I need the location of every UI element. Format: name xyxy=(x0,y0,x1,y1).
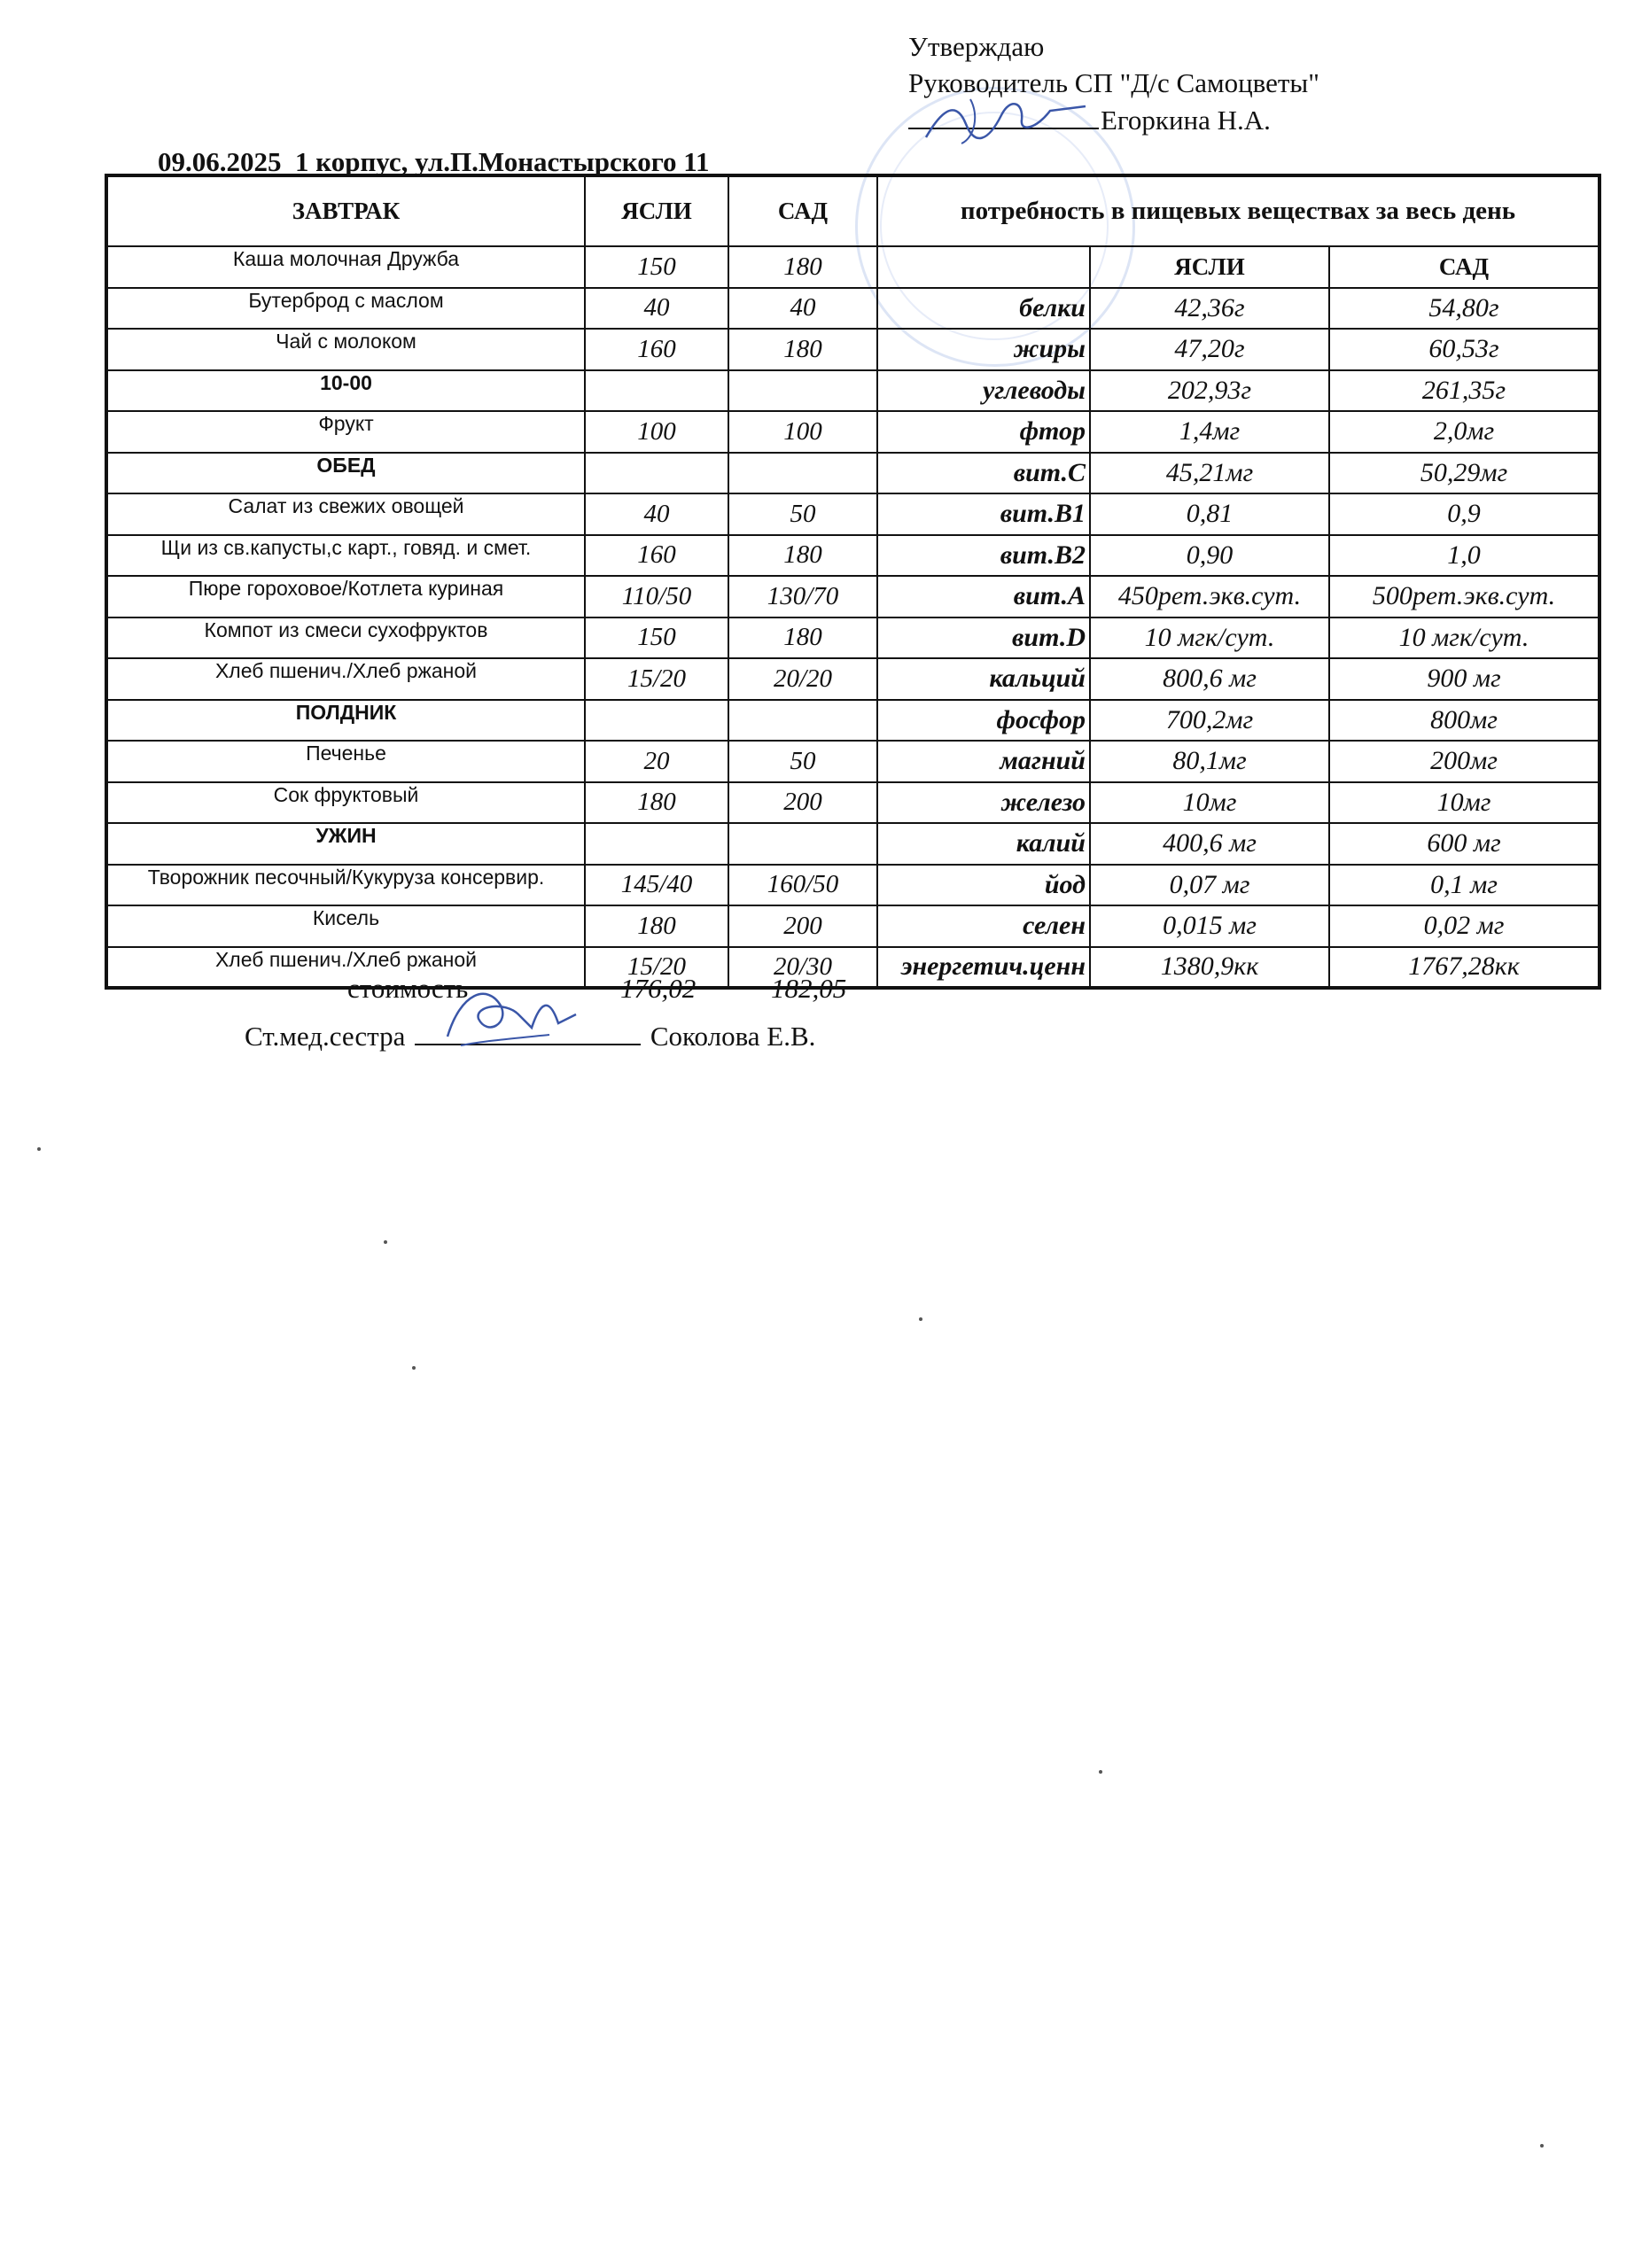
meal-heading: ПОЛДНИК xyxy=(106,700,585,742)
table-row xyxy=(106,288,1599,330)
nutrient-value-yasli: 10 мгк/сут. xyxy=(1090,617,1329,659)
scan-speck xyxy=(412,1366,416,1370)
nutrient-value-sad: 0,9 xyxy=(1329,493,1599,535)
portion-yasli: 40 xyxy=(585,288,728,330)
dish-name: Компот из смеси сухофруктов xyxy=(106,617,585,659)
nutrient-value-yasli: 1,4мг xyxy=(1090,411,1329,453)
table-row xyxy=(106,370,1599,412)
nutrient-value-yasli: 0,07 мг xyxy=(1090,865,1329,906)
nutrient-value-yasli: 47,20г xyxy=(1090,329,1329,370)
approver-name: Егоркина Н.А. xyxy=(1101,105,1271,136)
portion-sad: 20/20 xyxy=(728,658,877,700)
scan-speck xyxy=(919,1317,922,1321)
nutrient-value-yasli: 1380,9кк xyxy=(1090,947,1329,989)
nutrient-value-yasli: 400,6 мг xyxy=(1090,823,1329,865)
portion-yasli: 145/40 xyxy=(585,865,728,906)
portion-sad: 20/30 xyxy=(728,947,877,989)
nutrient-value-sad: 10мг xyxy=(1329,782,1599,824)
meal-heading: 10-00 xyxy=(106,370,585,412)
portion-sad: 50 xyxy=(728,493,877,535)
portion-sad xyxy=(728,370,877,412)
nutrient-value-yasli: 450рет.экв.сут. xyxy=(1090,576,1329,617)
cost-label: стоимость xyxy=(347,973,469,1004)
table-row xyxy=(106,947,1599,989)
dish-name: Хлеб пшенич./Хлеб ржаной xyxy=(106,947,585,989)
portion-yasli: 180 xyxy=(585,905,728,947)
portion-yasli xyxy=(585,823,728,865)
nutrient-value-sad: 0,02 мг xyxy=(1329,905,1599,947)
dish-name: Чай с молоком xyxy=(106,329,585,370)
needs-header-sad: САД xyxy=(1329,246,1599,288)
table-row xyxy=(106,329,1599,370)
scan-speck xyxy=(384,1240,387,1244)
dish-name: Пюре гороховое/Котлета куриная xyxy=(106,576,585,617)
nutrient-name: жиры xyxy=(877,329,1090,370)
dish-name: Печенье xyxy=(106,741,585,782)
header-yasli: ЯСЛИ xyxy=(585,175,728,246)
nutrient-name: энергетич.ценн xyxy=(877,947,1090,989)
portion-yasli: 20 xyxy=(585,741,728,782)
nurse-label: Ст.мед.сестра xyxy=(245,1021,406,1052)
nutrient-name: вит.В1 xyxy=(877,493,1090,535)
table-row xyxy=(106,823,1599,865)
nutrient-name: йод xyxy=(877,865,1090,906)
dish-name: Фрукт xyxy=(106,411,585,453)
approval-position: Руководитель СП "Д/с Самоцветы" xyxy=(908,67,1319,98)
nutrient-name: вит.В2 xyxy=(877,535,1090,577)
portion-sad xyxy=(728,453,877,494)
approval-block xyxy=(908,28,1319,138)
table-row xyxy=(106,576,1599,617)
approval-signature-line xyxy=(908,101,1319,138)
nutrient-name: вит.D xyxy=(877,617,1090,659)
nutrient-value-sad: 1,0 xyxy=(1329,535,1599,577)
portion-sad: 50 xyxy=(728,741,877,782)
portion-sad: 180 xyxy=(728,246,877,288)
nutrient-value-sad: 50,29мг xyxy=(1329,453,1599,494)
portion-yasli: 180 xyxy=(585,782,728,824)
nurse-signature-block xyxy=(245,1017,815,1052)
nutrient-value-yasli: 80,1мг xyxy=(1090,741,1329,782)
header-meal: ЗАВТРАК xyxy=(106,175,585,246)
header-needs: потребность в пищевых веществах за весь день xyxy=(877,175,1599,246)
nurse-signature-underline xyxy=(415,1017,641,1045)
portion-yasli: 15/20 xyxy=(585,658,728,700)
portion-yasli: 160 xyxy=(585,329,728,370)
nutrient-value-sad: 60,53г xyxy=(1329,329,1599,370)
table-row xyxy=(106,658,1599,700)
nutrient-name: фосфор xyxy=(877,700,1090,742)
nutrient-name: углеводы xyxy=(877,370,1090,412)
nutrient-name: вит.С xyxy=(877,453,1090,494)
dish-name: Кисель xyxy=(106,905,585,947)
portion-yasli: 40 xyxy=(585,493,728,535)
nutrient-value-sad: 54,80г xyxy=(1329,288,1599,330)
portion-yasli xyxy=(585,370,728,412)
nutrient-name: магний xyxy=(877,741,1090,782)
needs-blank-cell xyxy=(877,246,1090,288)
portion-sad: 200 xyxy=(728,905,877,947)
portion-yasli: 110/50 xyxy=(585,576,728,617)
nutrient-value-yasli: 0,015 мг xyxy=(1090,905,1329,947)
portion-sad: 160/50 xyxy=(728,865,877,906)
dish-name: Щи из св.капусты,с карт., говяд. и смет. xyxy=(106,535,585,577)
portion-yasli: 150 xyxy=(585,246,728,288)
nutrient-value-yasli: 42,36г xyxy=(1090,288,1329,330)
dish-name: Хлеб пшенич./Хлеб ржаной xyxy=(106,658,585,700)
header-sad: САД xyxy=(728,175,877,246)
nutrient-value-yasli: 0,81 xyxy=(1090,493,1329,535)
needs-header-yasli: ЯСЛИ xyxy=(1090,246,1329,288)
nutrient-value-sad: 900 мг xyxy=(1329,658,1599,700)
table-row xyxy=(106,617,1599,659)
scan-speck xyxy=(1540,2144,1544,2148)
nutrient-value-sad: 200мг xyxy=(1329,741,1599,782)
nutrient-value-yasli: 0,90 xyxy=(1090,535,1329,577)
nutrient-name: калий xyxy=(877,823,1090,865)
nutrient-name: железо xyxy=(877,782,1090,824)
approval-title: Утверждаю xyxy=(908,31,1045,62)
cost-yasli: 176,02 xyxy=(620,973,697,1004)
table-row xyxy=(106,741,1599,782)
dish-name: Сок фруктовый xyxy=(106,782,585,824)
portion-sad: 180 xyxy=(728,329,877,370)
nutrient-value-yasli: 800,6 мг xyxy=(1090,658,1329,700)
meal-heading: УЖИН xyxy=(106,823,585,865)
nurse-name: Соколова Е.В. xyxy=(650,1021,816,1052)
dish-name: Творожник песочный/Кукуруза консервир. xyxy=(106,865,585,906)
table-row xyxy=(106,453,1599,494)
table-row xyxy=(106,700,1599,742)
table-row xyxy=(106,535,1599,577)
portion-yasli: 15/20 xyxy=(585,947,728,989)
dish-name: Каша молочная Дружба xyxy=(106,246,585,288)
portion-sad: 100 xyxy=(728,411,877,453)
portion-yasli: 100 xyxy=(585,411,728,453)
portion-sad xyxy=(728,700,877,742)
portion-yasli xyxy=(585,700,728,742)
portion-yasli xyxy=(585,453,728,494)
dish-name: Салат из свежих овощей xyxy=(106,493,585,535)
portion-sad: 40 xyxy=(728,288,877,330)
portion-yasli: 160 xyxy=(585,535,728,577)
nutrient-name: селен xyxy=(877,905,1090,947)
table-row xyxy=(106,411,1599,453)
portion-sad: 130/70 xyxy=(728,576,877,617)
nutrient-value-sad: 600 мг xyxy=(1329,823,1599,865)
table-row xyxy=(106,905,1599,947)
table-header-row xyxy=(106,175,1599,246)
nutrient-value-sad: 2,0мг xyxy=(1329,411,1599,453)
nutrient-name: кальций xyxy=(877,658,1090,700)
nutrient-value-yasli: 700,2мг xyxy=(1090,700,1329,742)
signature-underline xyxy=(908,101,1099,129)
nutrient-value-yasli: 10мг xyxy=(1090,782,1329,824)
nutrient-value-sad: 10 мгк/сут. xyxy=(1329,617,1599,659)
table-row xyxy=(106,865,1599,906)
menu-table xyxy=(105,174,1601,990)
nutrient-value-sad: 1767,28кк xyxy=(1329,947,1599,989)
nutrient-name: фтор xyxy=(877,411,1090,453)
meal-heading: ОБЕД xyxy=(106,453,585,494)
nutrient-value-sad: 500рет.экв.сут. xyxy=(1329,576,1599,617)
nutrient-value-yasli: 45,21мг xyxy=(1090,453,1329,494)
portion-sad: 200 xyxy=(728,782,877,824)
nutrient-value-sad: 0,1 мг xyxy=(1329,865,1599,906)
table-row xyxy=(106,493,1599,535)
document-heading: 09.06.2025 1 корпус, ул.П.Монастырского 11 xyxy=(158,146,710,177)
portion-sad xyxy=(728,823,877,865)
scan-speck xyxy=(1099,1770,1102,1774)
dish-name: Бутерброд с маслом xyxy=(106,288,585,330)
table-row xyxy=(106,246,1599,288)
nutrient-value-sad: 800мг xyxy=(1329,700,1599,742)
nutrient-name: белки xyxy=(877,288,1090,330)
portion-sad: 180 xyxy=(728,535,877,577)
scan-speck xyxy=(37,1147,41,1151)
table-row xyxy=(106,782,1599,824)
portion-sad: 180 xyxy=(728,617,877,659)
portion-yasli: 150 xyxy=(585,617,728,659)
nutrient-value-sad: 261,35г xyxy=(1329,370,1599,412)
nutrient-name: вит.А xyxy=(877,576,1090,617)
cost-sad: 182,05 xyxy=(771,973,847,1004)
nutrient-value-yasli: 202,93г xyxy=(1090,370,1329,412)
